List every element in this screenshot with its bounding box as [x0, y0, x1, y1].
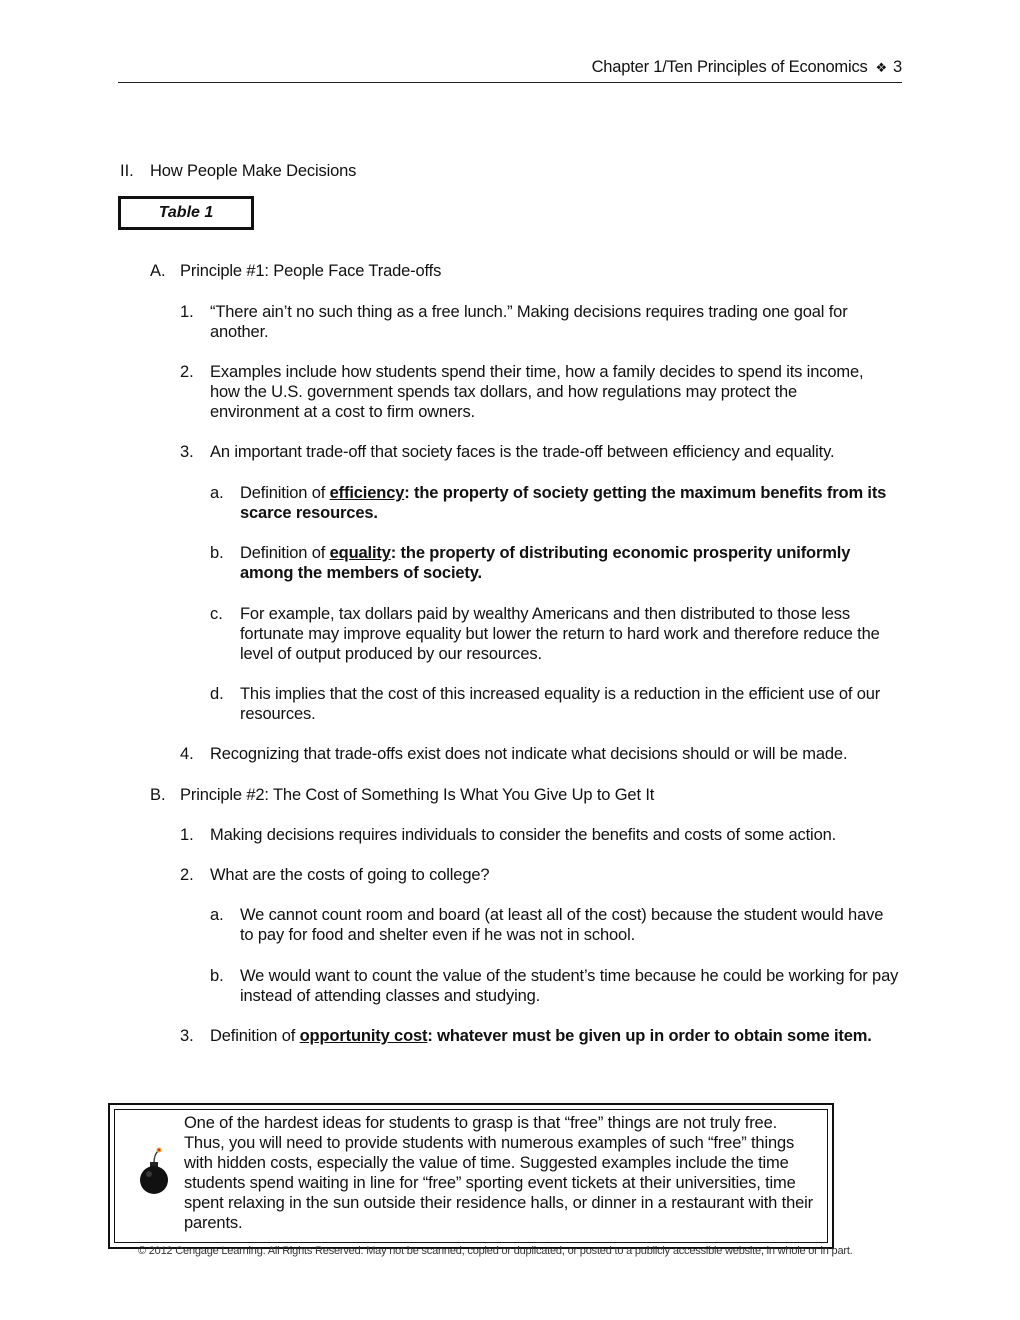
definition-efficiency	[240, 483, 890, 523]
list-item-marker: 1.	[180, 303, 194, 321]
sub-item-marker: d.	[210, 685, 224, 703]
principle-a-title: Principle #1: People Face Trade-offs	[180, 262, 442, 280]
list-item-a1: “There ain’t no such thing as a free lunch.” Making decisions requires trading one goal for another.	[210, 303, 848, 341]
term-opportunity-cost: opportunity cost	[299, 1027, 428, 1045]
list-item-marker: 3.	[180, 443, 194, 461]
definition-equality	[240, 543, 890, 583]
page-number: 3	[893, 58, 902, 76]
teaching-tip-text: One of the hardest ideas for students to grasp is that “free” things are not truly free. Thus, you will need to provide students with numerous examples of such “free” things with hidden costs, especially the value of time. Suggested examples include the time students spend waiting in line for “free” sporting event tickets at their universities, time spent relaxing in the sun outside their residence halls, or dinner in a restaurant with their parents.	[184, 1114, 813, 1232]
chapter-title: Chapter 1/Ten Principles of Economics	[591, 58, 868, 76]
list-item-marker: 2.	[180, 363, 194, 381]
list-item-b2: What are the costs of going to college?	[210, 866, 490, 884]
copyright-footer: © 2012 Cengage Learning. All Rights Reserved. May not be scanned, copied or duplicated, or posted to a publicly accessible website, in whole or in part.	[138, 1245, 853, 1257]
definition-prefix: Definition of	[240, 484, 330, 502]
list-item-marker: 2.	[180, 866, 194, 884]
list-item-marker: 1.	[180, 826, 194, 844]
term-efficiency: efficiency	[329, 484, 405, 502]
sub-item-d: This implies that the cost of this increased equality is a reduction in the efficient use of our resources.	[240, 685, 881, 723]
section-numeral: II.	[120, 162, 134, 180]
principle-b-title: Principle #2: The Cost of Something Is What You Give Up to Get It	[180, 786, 655, 804]
definition-opportunity-cost	[210, 1026, 900, 1046]
table-label: Table 1	[118, 196, 254, 230]
list-item-marker: 3.	[180, 1027, 194, 1045]
sub-item-marker: b.	[210, 544, 224, 562]
principle-b-marker: B.	[150, 786, 166, 804]
definition-text: : the property of society getting the maximum benefits from its scarce resources.	[240, 484, 887, 522]
definition-text: : whatever must be given up in order to obtain some item.	[427, 1027, 872, 1045]
term-equality: equality	[329, 544, 391, 562]
diamond-icon: ❖	[875, 60, 888, 75]
sub-item-marker: c.	[210, 605, 223, 623]
list-item-a2: Examples include how students spend their time, how a family decides to spend its income, how the U.S. government spends tax dollars, and how regulations may protect the environment at a cost to firm owners.	[210, 363, 864, 421]
definition-prefix: Definition of	[240, 544, 330, 562]
list-item-a3: An important trade-off that society faces is the trade-off between efficiency and equality.	[210, 443, 835, 461]
list-item-a4: Recognizing that trade-offs exist does not indicate what decisions should or will be made.	[210, 745, 848, 763]
section-title: How People Make Decisions	[150, 162, 357, 180]
definition-text: : the property of distributing economic prosperity uniformly among the members of society.	[240, 544, 851, 582]
sub-item-marker: b.	[210, 967, 224, 985]
page-header	[118, 58, 902, 83]
sub-item-b2b: We would want to count the value of the student’s time because he could be working for pay instead of attending classes and studying.	[240, 967, 899, 1005]
bomb-icon	[138, 1145, 172, 1197]
sub-item-marker: a.	[210, 484, 224, 502]
sub-item-c: For example, tax dollars paid by wealthy Americans and then distributed to those less fortunate may improve equality but lower the return to hard work and therefore reduce the level of output produced by our resources.	[240, 605, 880, 663]
list-item-marker: 4.	[180, 745, 194, 763]
list-item-b1: Making decisions requires individuals to consider the benefits and costs of some action.	[210, 826, 837, 844]
principle-a-marker: A.	[150, 262, 166, 280]
sub-item-b2a: We cannot count room and board (at least all of the cost) because the student would have to pay for food and shelter even if he was not in school.	[240, 906, 884, 944]
sub-item-marker: a.	[210, 906, 224, 924]
definition-prefix: Definition of	[210, 1027, 300, 1045]
teaching-tip-box	[108, 1103, 834, 1249]
